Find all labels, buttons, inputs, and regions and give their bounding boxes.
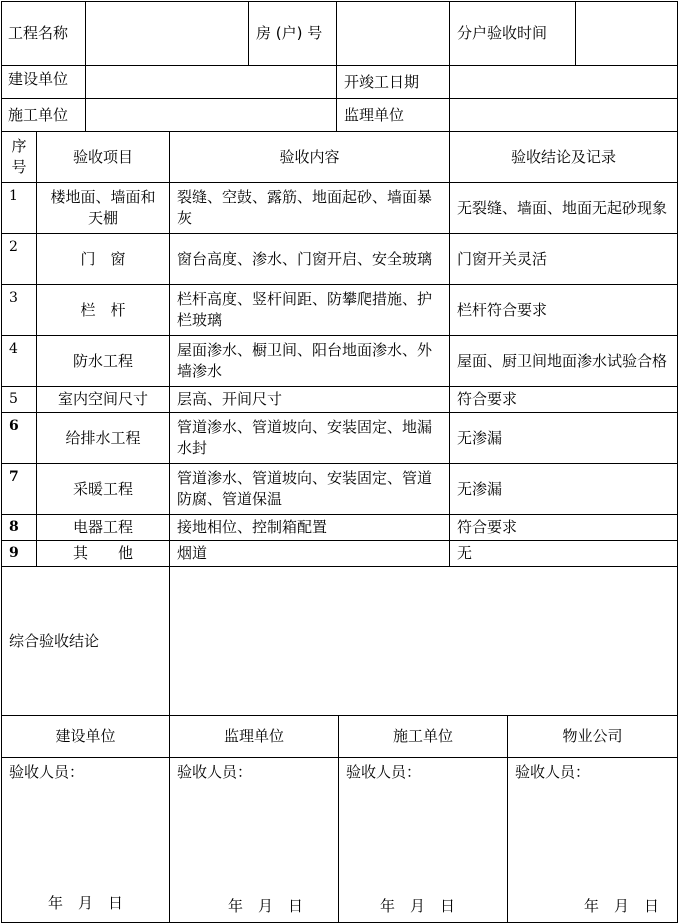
project-name-label: 工程名称	[8, 23, 69, 42]
start-end-date-label: 开竣工日期	[344, 72, 420, 91]
supervisor-field[interactable]	[450, 99, 677, 131]
signature-area[interactable]	[2, 800, 169, 890]
row-item: 采暖工程	[72, 479, 133, 498]
start-end-date-field[interactable]	[450, 66, 677, 98]
row-result[interactable]: 门窗开关灵活	[457, 249, 548, 268]
row-item: 栏 杆	[80, 300, 126, 319]
signature-person-label: 验收人员：	[346, 763, 422, 781]
row-content: 屋面渗水、橱卫间、阳台地面渗水、外墙渗水	[177, 341, 433, 380]
row-result[interactable]: 无渗漏	[457, 479, 503, 498]
signature-date: 年 月 日	[380, 897, 456, 915]
builder-field[interactable]	[86, 66, 336, 98]
row-content: 管道渗水、管道坡向、安装固定、管道防腐、管道保温	[177, 469, 433, 508]
signature-person-label: 验收人员：	[177, 763, 253, 781]
row-content: 栏杆高度、竖杆间距、防攀爬措施、护栏玻璃	[177, 290, 433, 329]
border-right	[677, 1, 678, 923]
row-number: 2	[9, 239, 18, 255]
row-number: 8	[9, 519, 19, 535]
row-number: 5	[9, 391, 18, 407]
row-content: 窗台高度、渗水、门窗开启、安全玻璃	[177, 249, 433, 268]
row-item: 室内空间尺寸	[57, 390, 148, 408]
column-header-seq: 序号	[11, 137, 27, 176]
conclusion-label: 综合验收结论	[9, 631, 100, 650]
row-item: 楼地面、墙面和天棚	[50, 188, 156, 227]
project-name-field[interactable]	[86, 1, 248, 65]
row-result[interactable]: 符合要求	[457, 518, 518, 536]
signature-date: 年 月 日	[228, 897, 304, 915]
room-no-label: 房 (户) 号	[256, 23, 323, 42]
signature-org-supervisor: 监理单位	[223, 727, 284, 745]
row-item: 电器工程	[72, 518, 133, 536]
row-content: 接地相位、控制箱配置	[177, 518, 328, 536]
contractor-label: 施工单位	[8, 105, 69, 124]
row-result[interactable]: 屋面、厨卫间地面渗水试验合格	[457, 351, 668, 370]
row-item: 给排水工程	[65, 428, 141, 447]
builder-label: 建设单位	[8, 70, 69, 88]
row-result[interactable]: 无裂缝、墙面、地面无起砂现象	[457, 198, 668, 217]
border-bottom	[1, 922, 678, 923]
signature-date: 年 月 日	[584, 897, 660, 915]
row-content: 层高、开间尺寸	[177, 390, 283, 408]
column-header-item: 验收项目	[72, 147, 133, 166]
row-result[interactable]: 栏杆符合要求	[457, 300, 548, 319]
row-number: 4	[9, 341, 18, 357]
supervisor-label: 监理单位	[344, 105, 405, 124]
column-header-result: 验收结论及记录	[510, 147, 616, 166]
row-item: 其 他	[72, 544, 133, 562]
row-content: 烟道	[177, 544, 208, 562]
signature-org-property: 物业公司	[562, 727, 623, 745]
signature-org-contractor: 施工单位	[392, 727, 453, 745]
row-number: 7	[9, 469, 19, 485]
row-number: 3	[9, 290, 18, 306]
acceptance-time-label: 分户验收时间	[457, 23, 548, 42]
row-result[interactable]: 无渗漏	[457, 428, 503, 447]
row-number: 9	[9, 545, 19, 561]
row-result[interactable]: 无	[457, 544, 473, 562]
signature-person-label: 验收人员：	[515, 763, 591, 781]
contractor-field[interactable]	[86, 99, 336, 131]
row-item: 防水工程	[72, 351, 133, 370]
signature-person-label: 验收人员：	[9, 763, 85, 781]
column-header-content: 验收内容	[279, 147, 340, 166]
row-item: 门 窗	[80, 249, 126, 268]
row-content: 管道渗水、管道坡向、安装固定、地漏水封	[177, 418, 433, 457]
room-no-field[interactable]	[337, 1, 449, 65]
acceptance-time-field[interactable]	[576, 1, 677, 65]
conclusion-field[interactable]	[170, 567, 677, 715]
row-content: 裂缝、空鼓、露筋、地面起砂、墙面暴灰	[177, 188, 433, 227]
signature-date: 年 月 日	[48, 894, 124, 912]
signature-org-builder: 建设单位	[55, 727, 116, 745]
signature-area[interactable]	[508, 800, 677, 890]
row-number: 6	[9, 418, 19, 434]
signature-area[interactable]	[170, 800, 338, 890]
row-result[interactable]: 符合要求	[457, 390, 518, 408]
row-number: 1	[9, 188, 18, 204]
signature-area[interactable]	[339, 800, 507, 890]
